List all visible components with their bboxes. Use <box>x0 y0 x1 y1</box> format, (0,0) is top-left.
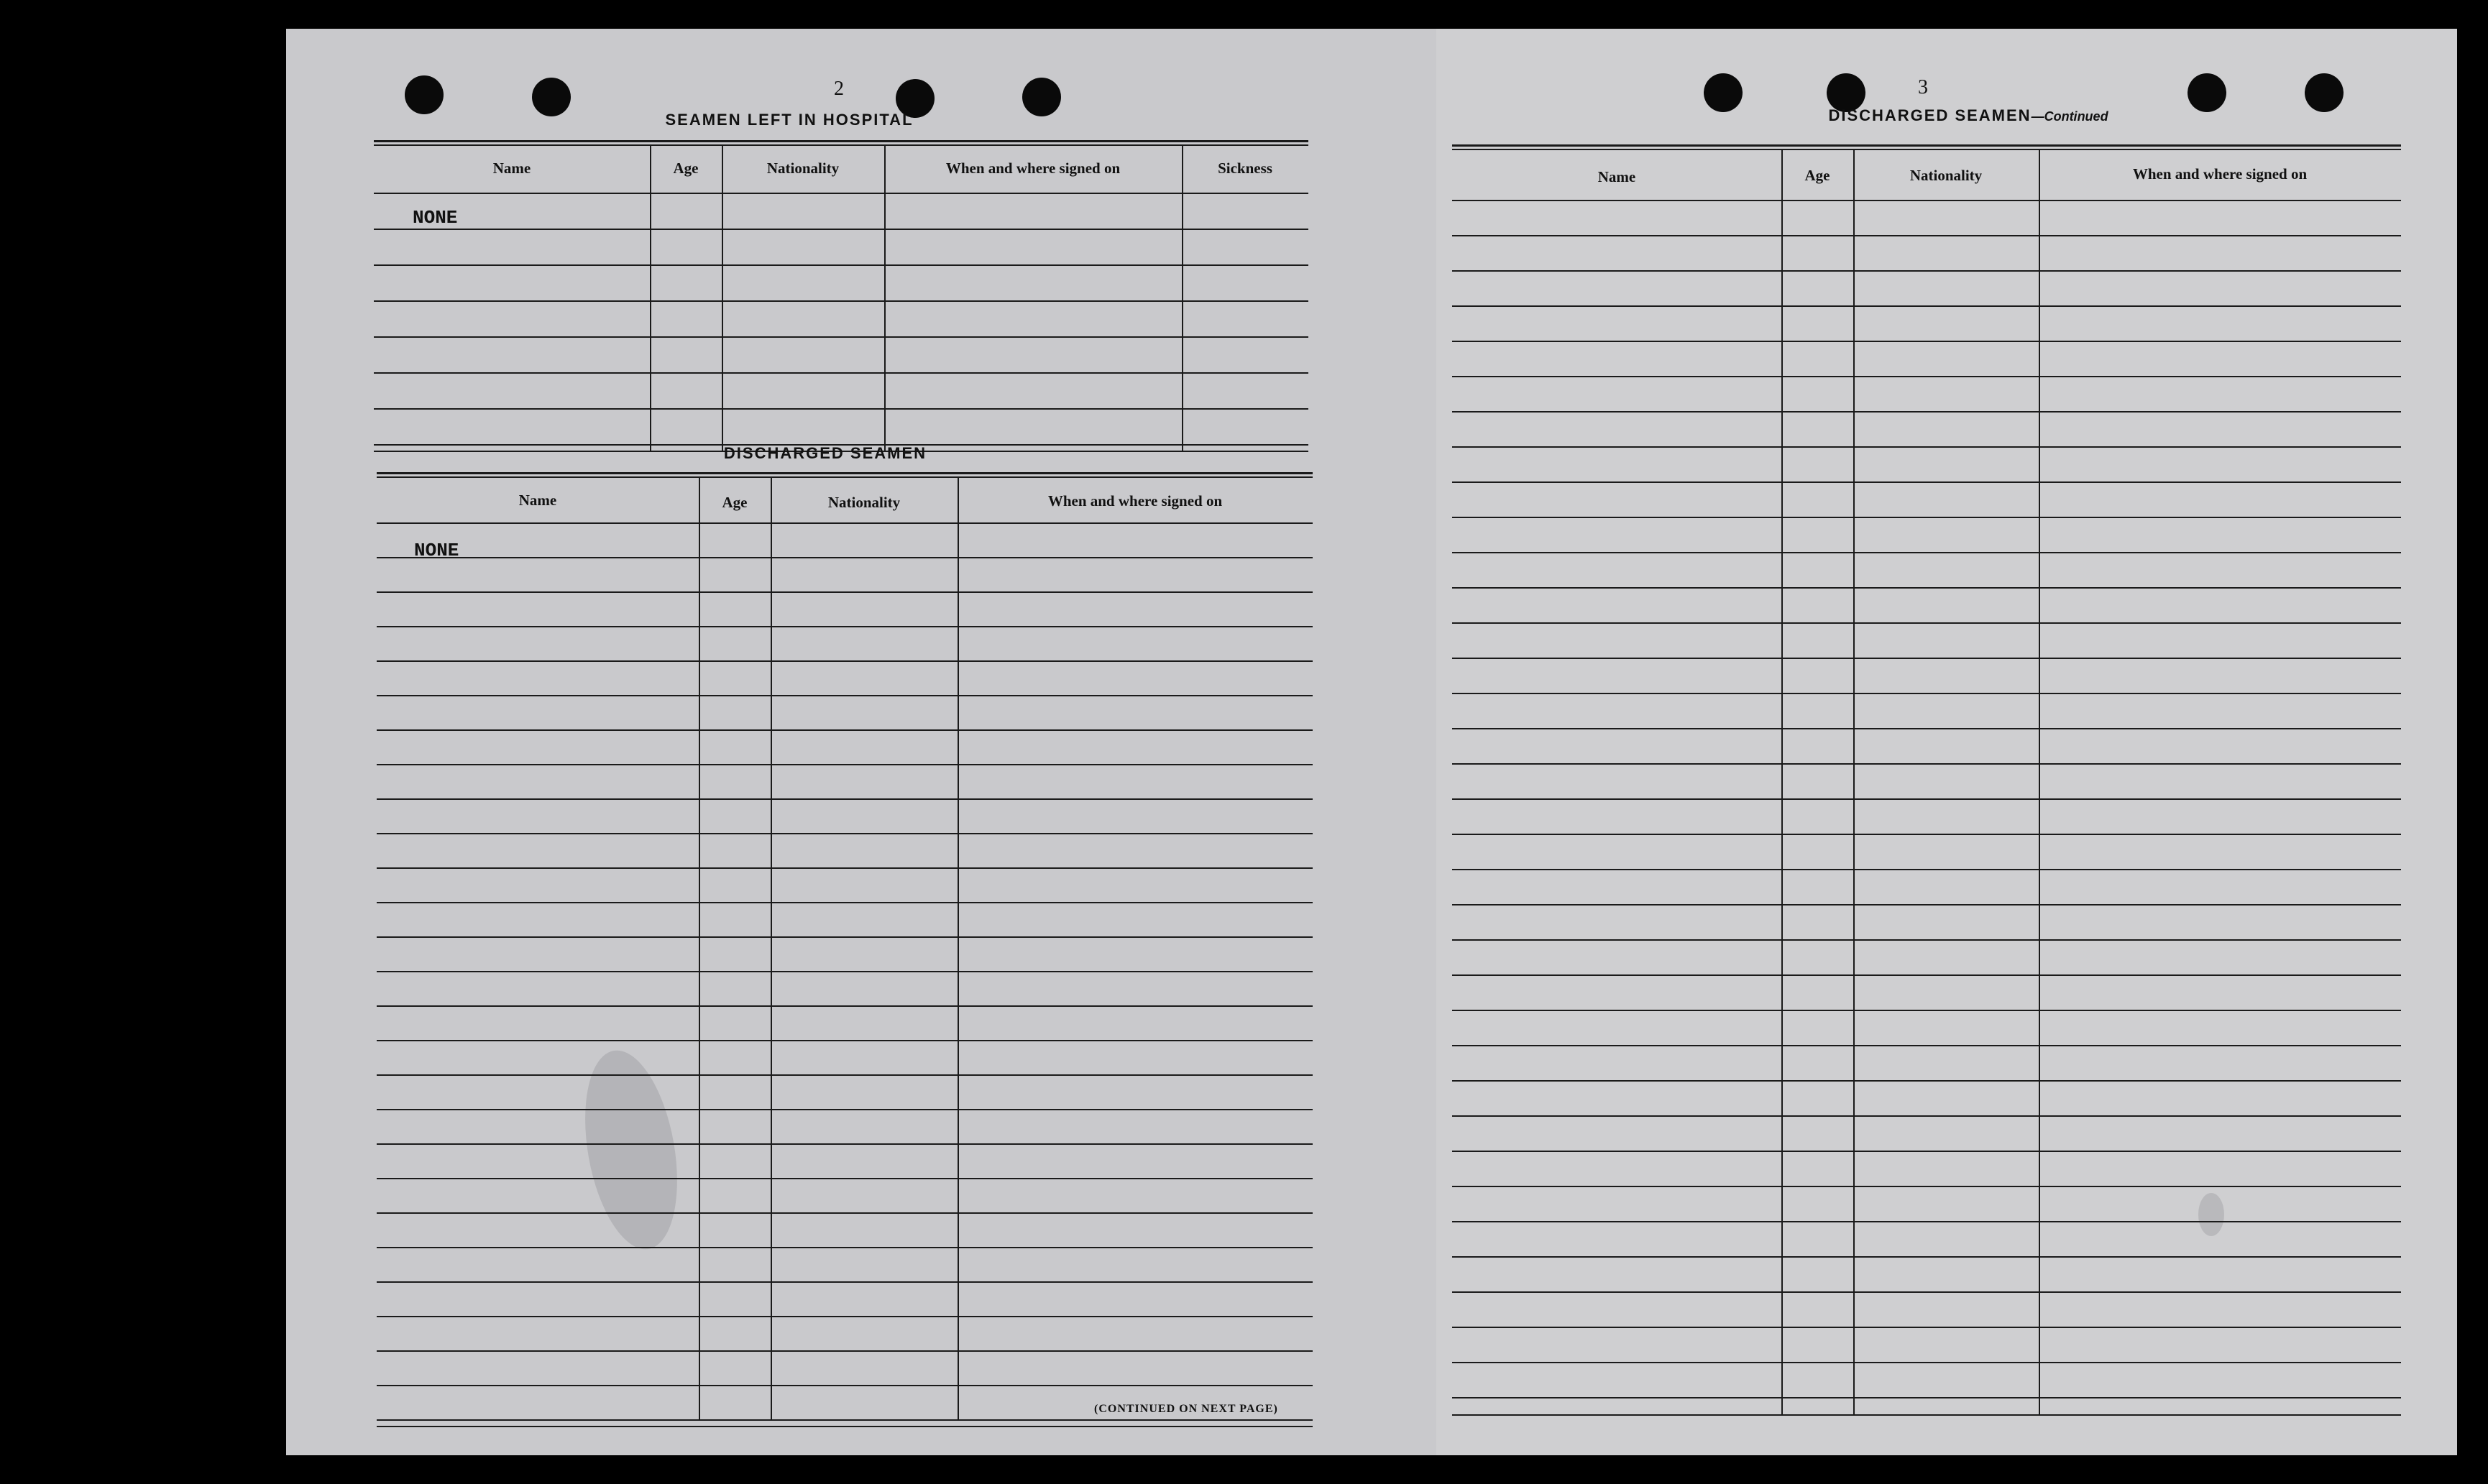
row-rule <box>1452 1010 2401 1011</box>
column-header-signed-on: When and where signed on <box>945 160 1121 177</box>
row-rule <box>1452 1151 2401 1152</box>
row-rule <box>1452 869 2401 870</box>
row-rule <box>1452 798 2401 800</box>
row-rule <box>377 1178 1313 1179</box>
column-header-name: Name <box>1597 168 1636 185</box>
row-rule <box>377 1247 1313 1248</box>
column-divider <box>884 144 886 452</box>
row-rule <box>1452 517 2401 518</box>
punch-hole <box>2305 73 2344 112</box>
punch-hole <box>405 75 444 114</box>
punch-hole <box>532 78 571 116</box>
table-bottom-rule <box>1452 1414 2401 1416</box>
row-rule <box>377 1143 1313 1145</box>
table-top-rule <box>374 140 1308 142</box>
column-header-age: Age <box>1804 167 1830 184</box>
table-top-rule <box>377 472 1313 474</box>
row-rule <box>1452 341 2401 342</box>
punch-hole <box>1704 73 1743 112</box>
column-divider <box>2039 149 2040 1416</box>
column-header-name: Name <box>518 492 557 509</box>
row-rule <box>1452 974 2401 976</box>
row-rule <box>1452 622 2401 624</box>
row-rule <box>377 764 1313 765</box>
row-rule <box>1452 763 2401 765</box>
column-header-signed-on: When and where signed on <box>2132 165 2308 183</box>
row-rule <box>377 1419 1313 1421</box>
row-rule <box>1452 446 2401 448</box>
row-rule <box>374 300 1308 302</box>
row-rule <box>1452 834 2401 835</box>
row-rule <box>377 695 1313 696</box>
document-sheet <box>286 29 2457 1455</box>
column-divider <box>958 476 959 1419</box>
hospital-entry-name: NONE <box>413 207 458 229</box>
table-top-rule <box>377 476 1313 478</box>
right-page-background <box>1436 29 2457 1455</box>
column-header-signed-on: When and where signed on <box>1047 492 1223 510</box>
row-rule <box>1452 1186 2401 1187</box>
discharged-entry-name: NONE <box>414 540 459 561</box>
row-rule <box>1452 235 2401 236</box>
row-rule <box>1452 552 2401 553</box>
row-rule <box>1452 939 2401 941</box>
row-rule <box>1452 1221 2401 1222</box>
row-rule <box>377 798 1313 800</box>
column-divider <box>722 144 723 452</box>
header-bottom-rule <box>377 522 1313 524</box>
column-header-age: Age <box>722 494 748 511</box>
row-rule <box>1452 305 2401 307</box>
row-rule <box>1452 1256 2401 1258</box>
header-bottom-rule <box>374 193 1308 194</box>
row-rule <box>377 1005 1313 1007</box>
row-rule <box>377 1385 1313 1386</box>
column-header-nationality: Nationality <box>1909 167 1983 184</box>
row-rule <box>377 1074 1313 1076</box>
table-top-rule <box>374 144 1308 146</box>
column-divider <box>1182 144 1183 452</box>
row-rule <box>377 591 1313 593</box>
row-rule <box>1452 1291 2401 1293</box>
column-divider <box>699 476 700 1419</box>
table-top-rule <box>1452 149 2401 150</box>
row-rule <box>1452 904 2401 905</box>
row-rule <box>377 557 1313 558</box>
row-rule <box>374 372 1308 374</box>
row-rule <box>374 336 1308 338</box>
column-divider <box>771 476 772 1419</box>
row-rule <box>1452 587 2401 589</box>
row-rule <box>1452 411 2401 413</box>
row-rule <box>1452 376 2401 377</box>
row-rule <box>1452 1327 2401 1328</box>
row-rule <box>1452 1397 2401 1398</box>
ink-smudge <box>2198 1193 2224 1236</box>
page-number-left: 2 <box>834 78 844 100</box>
column-divider <box>650 144 651 452</box>
row-rule <box>377 867 1313 869</box>
row-rule <box>377 626 1313 627</box>
column-header-age: Age <box>673 160 699 177</box>
row-rule <box>377 1212 1313 1214</box>
row-rule <box>374 264 1308 266</box>
row-rule <box>377 1281 1313 1283</box>
row-rule <box>377 1350 1313 1352</box>
table-bottom-rule <box>377 1426 1313 1427</box>
table-top-rule <box>1452 144 2401 147</box>
row-rule <box>1452 1045 2401 1046</box>
discharged-section-title: DISCHARGED SEAMEN <box>723 444 927 462</box>
page-number-right: 3 <box>1918 76 1928 98</box>
row-rule <box>377 833 1313 834</box>
column-divider <box>1853 149 1855 1416</box>
punch-hole <box>2188 73 2226 112</box>
row-rule <box>377 971 1313 972</box>
row-rule <box>377 1109 1313 1110</box>
row-rule <box>377 1316 1313 1317</box>
punch-hole <box>1022 78 1061 116</box>
column-header-nationality: Nationality <box>827 494 901 511</box>
row-rule <box>377 902 1313 903</box>
right-section-title: DISCHARGED SEAMEN—Continued <box>1828 106 2108 124</box>
row-rule <box>1452 1362 2401 1363</box>
continued-footer: (CONTINUED ON NEXT PAGE) <box>1094 1403 1278 1415</box>
row-rule <box>374 229 1308 230</box>
row-rule <box>1452 1115 2401 1117</box>
row-rule <box>1452 481 2401 483</box>
column-divider <box>1781 149 1783 1416</box>
column-header-nationality: Nationality <box>766 160 840 177</box>
row-rule <box>377 729 1313 731</box>
continued-label: —Continued <box>2031 109 2108 124</box>
row-rule <box>377 1040 1313 1041</box>
row-rule <box>377 936 1313 938</box>
row-rule <box>374 408 1308 410</box>
column-header-sickness: Sickness <box>1218 160 1272 177</box>
row-rule <box>1452 728 2401 729</box>
header-bottom-rule <box>1452 200 2401 201</box>
hospital-section-title: SEAMEN LEFT IN HOSPITAL <box>665 111 914 129</box>
row-rule <box>1452 693 2401 694</box>
column-header-name: Name <box>492 160 531 177</box>
row-rule <box>377 660 1313 662</box>
row-rule <box>1452 658 2401 659</box>
row-rule <box>1452 270 2401 272</box>
row-rule <box>1452 1080 2401 1082</box>
